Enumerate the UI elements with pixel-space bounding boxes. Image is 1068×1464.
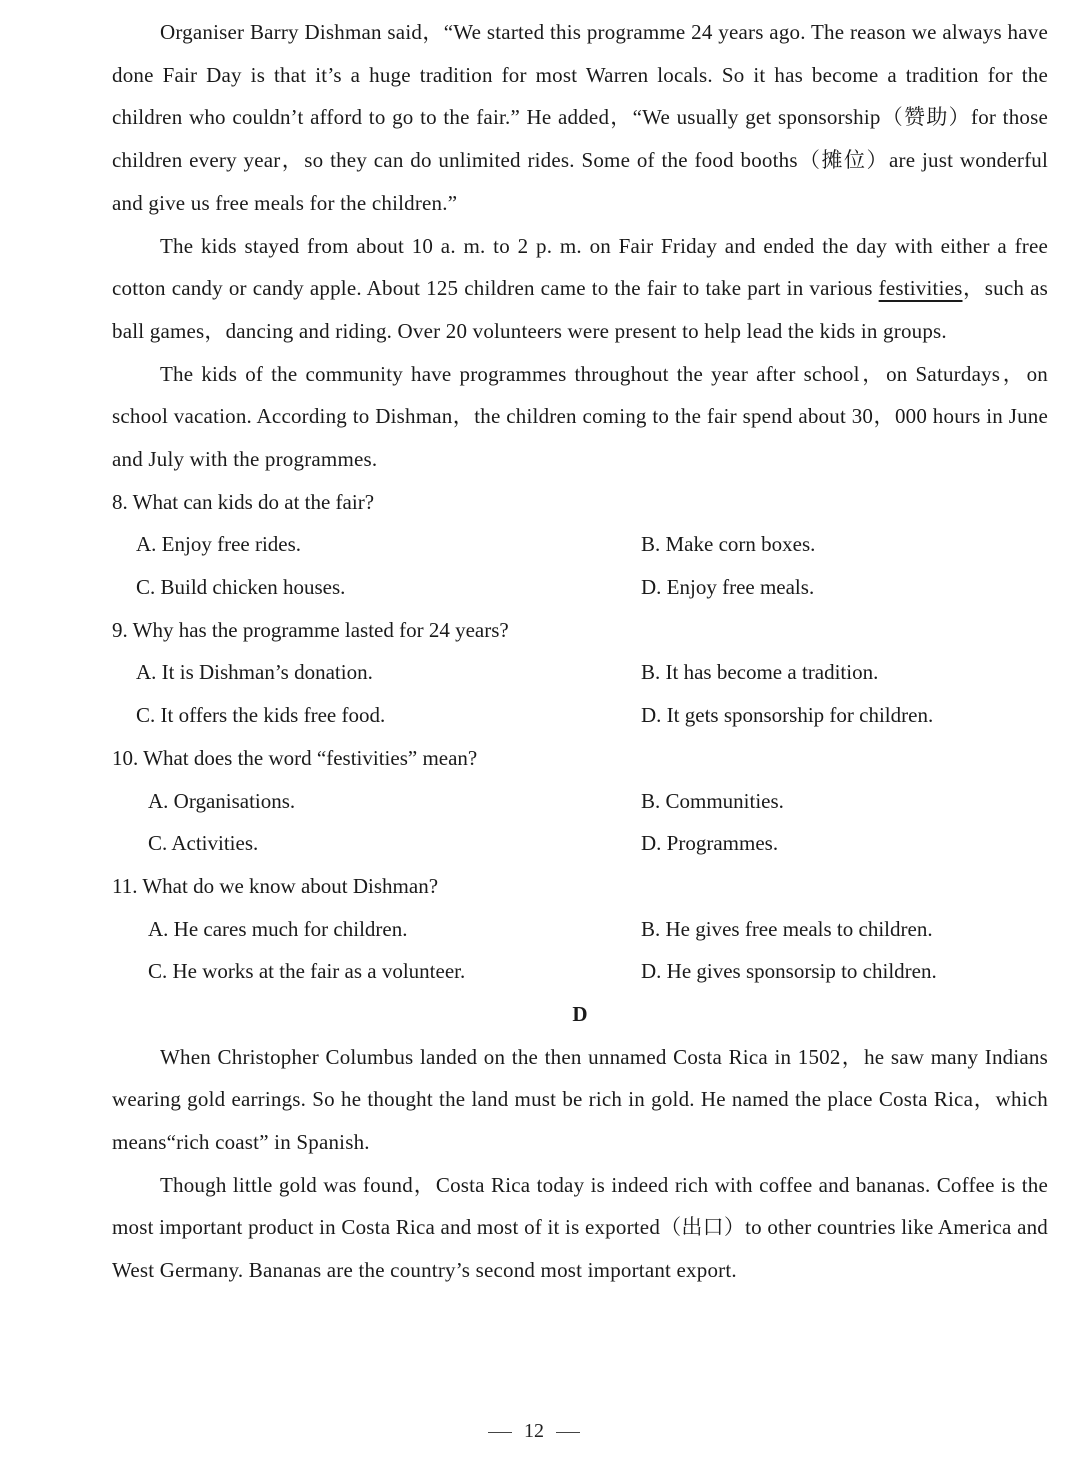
question-10-option-b: B. Communities. [641, 788, 784, 813]
paragraph-2-text-before: The kids stayed from about 10 a. m. to 2 p. m. on Fair Friday and ended the day with either a free cotton candy or candy apple. About 125 children came to the fair to take part in various [112, 233, 1048, 301]
question-8-option-b: B. Make corn boxes. [641, 532, 816, 557]
question-8-option-c: C. Build chicken houses. [136, 575, 346, 600]
paragraph-2-text-after: ，such as ball games，dancing and riding. Over 20 volunteers were present to help lead the kids in groups. [112, 276, 1048, 343]
question-8-stem: 8. What can kids do at the fair? [112, 489, 375, 514]
question-10-options-row-2 [112, 822, 1048, 865]
question-11-option-a: A. He cares much for children. [148, 916, 408, 941]
question-9-option-a: A. It is Dishman’s donation. [136, 660, 373, 685]
question-8-options-row-1 [112, 523, 1048, 566]
passage-c-paragraph-1: Organiser Barry Dishman said，“We started this programme 24 years ago. The reason we always have done Fair Day is that it’s a huge tradition for most Warren locals. So it has become a tradition for the children who couldn’t afford to go to the fair.” He added，“We usually get sponsorship（赞助）for those children every year，so they can do unlimited rides. Some of the food booths（摊位）are just wonderful and give us free meals for the children.” [112, 20, 1048, 215]
section-d-paragraph-1: When Christopher Columbus landed on the then unnamed Costa Rica in 1502，he saw many Indians wearing gold earrings. So he thought the land must be rich in gold. He named the place Costa Rica，which means“rich coast” in Spanish. [112, 1044, 1048, 1155]
question-8-options-row-2 [112, 566, 1048, 609]
question-9-option-c: C. It offers the kids free food. [136, 703, 386, 728]
section-d-heading: D [572, 1001, 588, 1026]
page-footer [0, 1420, 1068, 1443]
footer-dash-right [556, 1432, 580, 1433]
question-11-options-row-1 [112, 908, 1048, 951]
question-8-option-a: A. Enjoy free rides. [136, 532, 302, 557]
exam-page [112, 11, 1048, 1292]
footer-dash-left [488, 1432, 512, 1433]
passage-c-paragraph-2 [112, 225, 1048, 353]
section-d-paragraph-2: Though little gold was found，Costa Rica today is indeed rich with coffee and bananas. Coffee is the most important product in Costa Rica and most of it is exported（出口）to other countries like America and West Germany. Bananas are the country’s second most important export. [112, 1172, 1048, 1283]
question-9-stem: 9. Why has the programme lasted for 24 years? [112, 617, 509, 642]
question-9-options-row-1 [112, 651, 1048, 694]
question-10-options-row-1 [112, 780, 1048, 823]
question-10-stem: 10. What does the word “festivities” mean? [112, 745, 478, 770]
question-10-option-c: C. Activities. [148, 831, 259, 856]
question-11-option-c: C. He works at the fair as a volunteer. [148, 959, 466, 984]
question-11-option-b: B. He gives free meals to children. [641, 916, 933, 941]
question-9-option-b: B. It has become a tradition. [641, 660, 879, 685]
question-10-option-a: A. Organisations. [148, 788, 296, 813]
question-9-options-row-2 [112, 694, 1048, 737]
question-11-stem: 11. What do we know about Dishman? [112, 873, 439, 898]
question-11-options-row-2 [112, 950, 1048, 993]
page-number: 12 [524, 1420, 544, 1442]
question-11-option-d: D. He gives sponsorsip to children. [641, 959, 937, 984]
passage-c-paragraph-3: The kids of the community have programmes throughout the year after school，on Saturdays，on school vacation. According to Dishman，the children coming to the fair spend about 30，000 hours in June and July with the programmes. [112, 361, 1048, 472]
question-8-option-d: D. Enjoy free meals. [641, 575, 815, 600]
question-10-option-d: D. Programmes. [641, 831, 779, 856]
question-9-option-d: D. It gets sponsorship for children. [641, 703, 934, 728]
underlined-word-festivities: festivities [878, 276, 963, 301]
